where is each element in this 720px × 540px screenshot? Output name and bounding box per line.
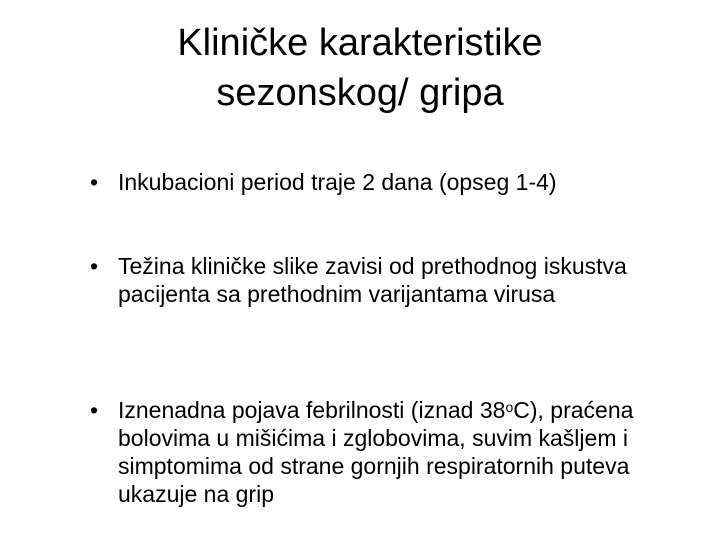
bullet-text-after: C), praćena bolovima u mišićima i zglobovima, suvim kašljem i simptomima od strane gornjih respiratornih puteva ukazuje na grip <box>118 397 634 507</box>
title-line-1: Kliničke karakteristike <box>177 22 543 64</box>
bullet-dot-icon: • <box>90 253 99 279</box>
bullet-item-incubation <box>90 168 690 196</box>
bullet-text <box>118 396 690 508</box>
bullet-item-symptoms <box>90 396 690 508</box>
degree-superscript: o <box>505 399 514 415</box>
title-line-2: sezonskog/ gripa <box>216 72 504 114</box>
bullet-dot-icon: • <box>90 169 99 195</box>
bullet-dot-icon: • <box>90 397 99 423</box>
bullet-item-severity <box>90 252 690 308</box>
bullet-text: Težina kliničke slike zavisi od prethodnog iskustva pacijenta sa prethodnim varijantama virusa <box>118 253 627 307</box>
bullet-text: Inkubacioni period traje 2 dana (opseg 1-4) <box>118 169 557 195</box>
slide-title <box>0 18 720 118</box>
bullet-text-before: Iznenadna pojava febrilnosti (iznad 38 <box>118 397 506 423</box>
